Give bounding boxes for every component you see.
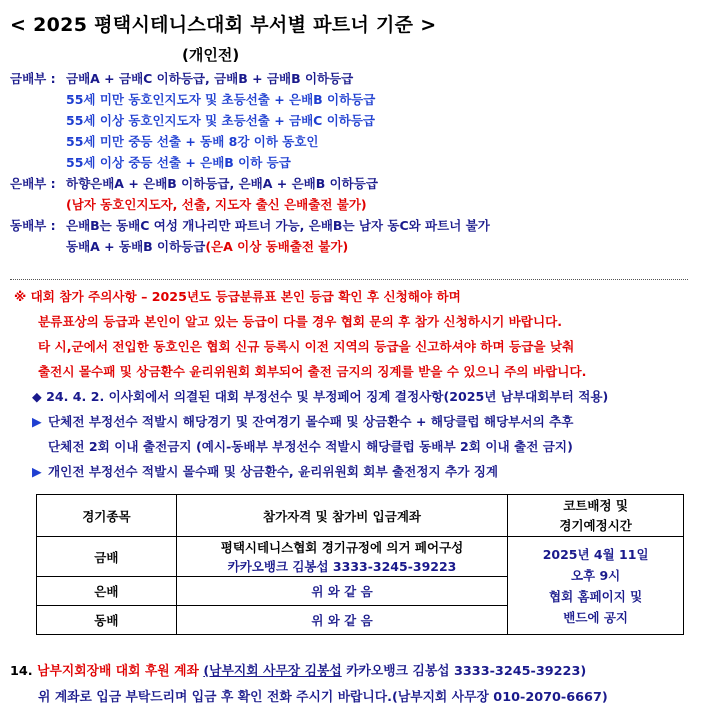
notice-line-2: 분류표상의 등급과 본인이 알고 있는 등급이 다를 경우 협회 문의 후 참가 신청하시기 바랍니다. — [38, 314, 563, 329]
gold-line-3: 55세 이상 동호인지도자 및 초등선출 + 금배C 이하등급 — [66, 113, 376, 128]
table-header-row — [37, 495, 684, 537]
qual-gold-account: 카카오뱅크 김봉섭 3333-3245-39223 — [227, 558, 457, 574]
footer-number: 14. — [10, 664, 33, 679]
footer-account-title: 남부지회장배 대회 후원 계좌 — [37, 664, 199, 679]
silver-label: 은배부 : — [10, 176, 56, 191]
header-schedule-line-2: 경기예정시간 — [559, 517, 632, 533]
bullet-line-2a — [32, 411, 573, 433]
notice-line-4: 출전시 몰수패 및 상금환수 윤리위원회 회부되어 출전 금지의 징계를 받을 수 있으니 주의 바랍니다. — [38, 364, 587, 379]
arrow-icon: ▶ — [32, 414, 42, 429]
dotted-divider — [10, 279, 688, 280]
bullet-line-2a-text: 단체전 부정선수 적발시 해당경기 및 잔여경기 몰수패 및 상금환수 + 해당클럽 해당부서의 추후 — [48, 414, 574, 429]
header-qualification: 참가자격 및 참가비 입금계좌 — [176, 495, 507, 537]
bullet-line-3 — [32, 461, 498, 483]
gold-line-5: 55세 이상 중등 선출 + 은배B 이하 등급 — [66, 155, 291, 170]
silver-section — [10, 173, 378, 215]
silver-line-2: (남자 동호인지도자, 선출, 지도자 출신 은배출전 불가) — [66, 197, 367, 212]
footer-account-owner: (남부지회 사무장 김봉섭 — [203, 664, 342, 679]
header-event: 경기종목 — [37, 495, 177, 537]
gold-line-4: 55세 미만 중등 선출 + 동배 8강 이하 동호인 — [66, 134, 319, 149]
qual-bronze: 위 와 같 음 — [176, 606, 507, 635]
bullet-line-2b: 단체전 2회 이내 출전금지 (예시-동배부 부정선수 적발시 해당클럽 동배부 2회 이내 출전 금지) — [48, 439, 573, 454]
schedule-line-4: 밴드에 공지 — [563, 609, 628, 625]
notice-line-3: 타 시,군에서 전입한 동호인은 협회 신규 등록시 이전 지역의 등급을 신고하셔야 하며 등급을 낮춰 — [38, 339, 575, 354]
bullet-line-1: ◆ 24. 4. 2. 이사회에서 의결된 대회 부정선수 및 부정페어 징계 결정사항(2025년 남부대회부터 적용) — [32, 389, 609, 404]
event-silver: 은배 — [37, 577, 177, 606]
footer-line-1 — [10, 660, 586, 679]
entry-table — [36, 494, 684, 635]
footer-account-number: 카카오뱅크 김봉섭 3333-3245-39223) — [346, 664, 587, 679]
qual-gold-line-1: 평택시테니스협회 경기규정에 의거 페어구성 — [220, 539, 464, 555]
gold-section — [10, 68, 375, 173]
bronze-line-2-b: (은A 이상 동배출전 불가) — [205, 239, 349, 254]
bullet-line-3-text: 개인전 부정선수 적발시 몰수패 및 상금환수, 윤리위원회 회부 출전정지 추가 징계 — [48, 464, 499, 479]
schedule-line-2: 오후 9시 — [570, 567, 621, 583]
table-row — [37, 537, 684, 577]
event-bronze: 동배 — [37, 606, 177, 635]
arrow-icon: ▶ — [32, 464, 42, 479]
bronze-section — [10, 215, 490, 257]
gold-label: 금배부 : — [10, 71, 56, 86]
notice-line-1: ※ 대회 참가 주의사항 – 2025년도 등급분류표 본인 등급 확인 후 신청해야 하며 — [14, 289, 461, 304]
bronze-line-2-a: 동배A + 동배B 이하등급 — [66, 239, 206, 254]
qual-silver: 위 와 같 음 — [176, 577, 507, 606]
qual-gold — [176, 537, 507, 577]
gold-line-2: 55세 미만 동호인지도자 및 초등선출 + 은배B 이하등급 — [66, 92, 376, 107]
header-schedule — [508, 495, 684, 537]
footer-line-2: 위 계좌로 입금 부탁드리며 입금 후 확인 전화 주시기 바랍니다.(남부지회 사무장 010-2070-6667) — [38, 690, 608, 705]
gold-line-1: 금배A + 금배C 이하등급, 금배B + 금배B 이하등급 — [66, 71, 354, 86]
page-subtitle: (개인전) — [182, 46, 240, 64]
schedule-line-1: 2025년 4월 11일 — [542, 546, 649, 562]
bronze-line-1: 은배B는 동배C 여성 개나리만 파트너 가능, 은배B는 남자 동C와 파트너 불가 — [66, 218, 490, 233]
page-title: < 2025 평택시테니스대회 부서별 파트너 기준 > — [10, 14, 437, 36]
schedule-cell — [508, 537, 684, 635]
silver-line-1: 하향은배A + 은배B 이하등급, 은배A + 은배B 이하등급 — [66, 176, 378, 191]
bronze-label: 동배부 : — [10, 218, 56, 233]
event-gold: 금배 — [37, 537, 177, 577]
header-schedule-line-1: 코트배정 및 — [563, 497, 628, 513]
schedule-line-3: 협회 홈페이지 및 — [549, 588, 643, 604]
